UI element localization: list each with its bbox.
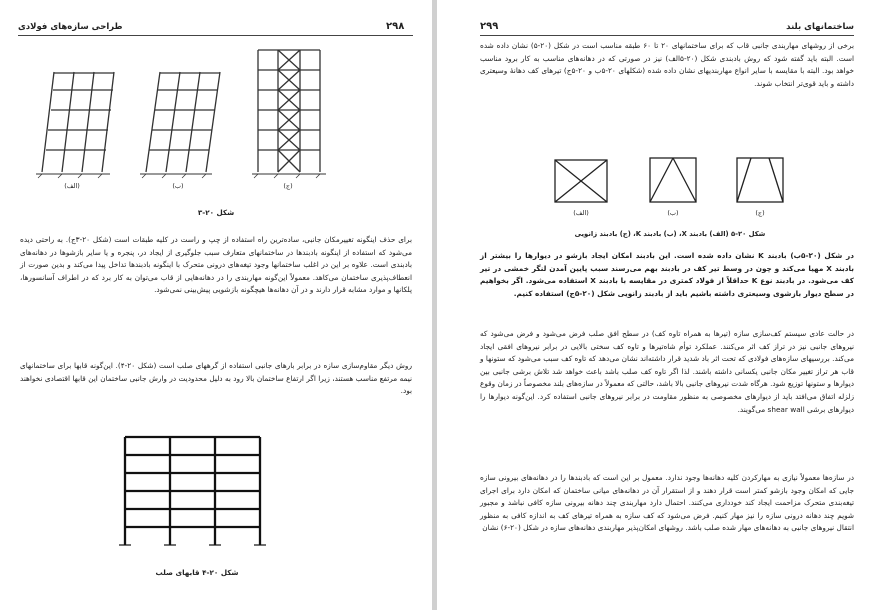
right-page-number: ۲۹۹ — [480, 21, 499, 32]
left-header-title: طراحی سازه‌های فولادی — [18, 22, 123, 32]
right-paragraph-2: در شکل (۲۰-۵ب) بادبند K نشان داده شده است. این بادبند امکان ایجاد بازشو در دیوارها را بیشتر از بادبند X مهیا می‌کند و چون در وسط تیر کف در بادبند بهم می‌رسند سبب پایین آمدن لنگر خمشی در تیر کف می‌شود. در بادبند نوع K حداقلاً از فولاد کمتری در مقایسه با بادبند X استفاده می‌شود. اگر بخواهیم در سطح دیوار بازشوی وسیعتری داشته باشیم باید از بادبند زانویی شکل (۲۰-۵ج) استفاده کنیم. — [480, 251, 854, 298]
figure-20-3-label-b: (ب) — [172, 182, 184, 190]
right-header-title: ساختمانهای بلند — [786, 22, 854, 32]
bracing-x — [555, 160, 607, 202]
figure-20-3-caption: شکل ۲۰-۳ — [197, 208, 235, 217]
figure-20-5-caption: شکل ۲۰-۵ (الف) بادبند X، (ب) بادبند K، (ج) بادبند زانویی — [574, 230, 766, 238]
figure-20-4-caption: شکل ۲۰-۴ قابهای صلب — [155, 568, 239, 577]
bracing-k — [650, 158, 696, 202]
figure-20-3-label-c: (ج) — [283, 182, 293, 190]
figure-20-5-bracing-types — [437, 0, 874, 260]
left-paragraph-1: برای حذف اینگونه تغییرمکان جانبی، ساده‌ترین راه استفاده از چپ و راست در کلیه طبقات است (شکل ۲۰-۳ج). به راحتی دیده می‌شود که استفاده از اینگونه بادبندها در ساختمانهای متعارف سبب جلوگیری از ایجاد در، پنجره و یا سایر بازشوها در دهانه‌های بادبندی است. علاوه بر این در اغلب ساختمانها وجود تیغه‌های درونی متحرک با اینگونه بادبندها تداخل پیدا می‌کند و بدین صورت از انعطاف‌پذیری ساختمان می‌کاهد. معمولاً این‌گونه مهاربندی را در دهانه‌هایی از قاب می‌توان به کار برد که در اطراف آسانسورها، پلکانها و موارد مشابه قرار دارند و در آن دهانه‌ها هیچگونه بازشویی پیش‌بینی نمی‌شود. — [20, 235, 412, 295]
right-page — [437, 0, 874, 610]
right-paragraph-1: برخی از روشهای مهاربندی جانبی قاب که برای ساختمانهای ۲۰ تا ۶۰ طبقه مناسب است در شکل (۲۰-۵) نشان داده شده است. البته باید گفته شود که روش بادبندی شکل (۲۰-۵الف) نیز در صورتی که در دهانه‌های مناسب به کار برود مناسب خواهد بود. البته با مقایسه با سایر انواع مهاربندیهای نشان داده شده (شکلهای ۲۰-۵ب و ۲۰-۵ج) تیرهای کف دهانهٔ وسیعتری داشته و باید قوی‌تر انتخاب شوند. — [480, 41, 854, 88]
bracing-knee — [737, 158, 783, 202]
left-page-number: ۲۹۸ — [386, 21, 405, 32]
figure-20-5-label-a: (الف) — [573, 209, 589, 217]
figure-20-5-label-b: (ب) — [667, 209, 679, 217]
right-paragraph-4: در سازه‌ها معمولاً نیازی به مهارکردن کلیه دهانه‌ها وجود ندارد. معمول بر این است که بادبندها را در دهانه‌های بیرونی سازه جایی که امکان وجود بازشو کمتر است قرار دهند و از استقرار آن در دهانه‌های میانی ساختمان که امکان دارد برای اجرای تیغه‌بندی متحرک مزاحمت ایجاد کند خودداری می‌کنند. احتمال دارد مهاربندی چند دهانه بیرونی سازه کافی نباشد و مجبور شویم چند دهانه درونی سازه را نیز مهار کنیم. فرض می‌شود که کف سازه به همراه تیرهای کف به اندازه کافی به منظور انتقال نیروهای جانبی به دهانه‌های مهار شده صلب باشد. روشهای امکان‌پذیر مهاربندی دهانه‌های سازه در شکل (۲۰-۶) نشان — [480, 473, 854, 533]
figure-20-5-label-c: (ج) — [755, 209, 765, 217]
left-paragraph-2: روش دیگر مقاوم‌سازی سازه در برابر بارهای جانبی استفاده از گرههای صلب است (شکل ۲۰-۴). این‌گونه قابها برای ساختمانهای نیمه مرتفع مناسب هستند، زیرا اگر ارتفاع ساختمان بالا رود به دلیل محدودیت در وارش جانبی ساختمان این قابها اقتصادی نخواهند بود. — [20, 361, 412, 396]
figure-20-3-label-a: (الف) — [64, 182, 80, 190]
right-paragraph-3: در حالت عادی سیستم کف‌سازی سازه (تیرها به همراه تاوه کف) در سطح افق صلب فرض می‌شود و فرض می‌شود که نیروهای جانبی نیز در تراز کف اثر می‌کنند. عملکرد توأم شاه‌تیرها و تاوه کف سختی بالایی در برابر نیروهای افقی ایجاد می‌کند. بررسیهای سازه‌های فولادی که تحت اثر باد شدید قرار داشته‌اند نشان می‌دهد که تاوه کف سبب می‌شود که ستونها و قاب هر تراز تغییر مکان جانبی یکسانی داشته باشند. لذا اگر تاوه کف صلب باشد باعث خواهد شد تلاش برشی جانبی بین دیوارها و ستونها توزیع شود. هرگاه شدت نیروهای جانبی بالا باشد، حالتی که معمولاً در سازه‌های بلند مخصوصاً در زمان وقوع زلزله اتفاق می‌افتد باید از دیوارهای مخصوصی به منظور مقاومت در برابر نیروهای جانبی استفاده کرد. این‌گونه دیوارها را دیوارهای برشی shear wall می‌گویند. — [480, 329, 854, 414]
left-page — [0, 0, 432, 610]
figure-20-4-rigid-frame — [0, 0, 432, 610]
